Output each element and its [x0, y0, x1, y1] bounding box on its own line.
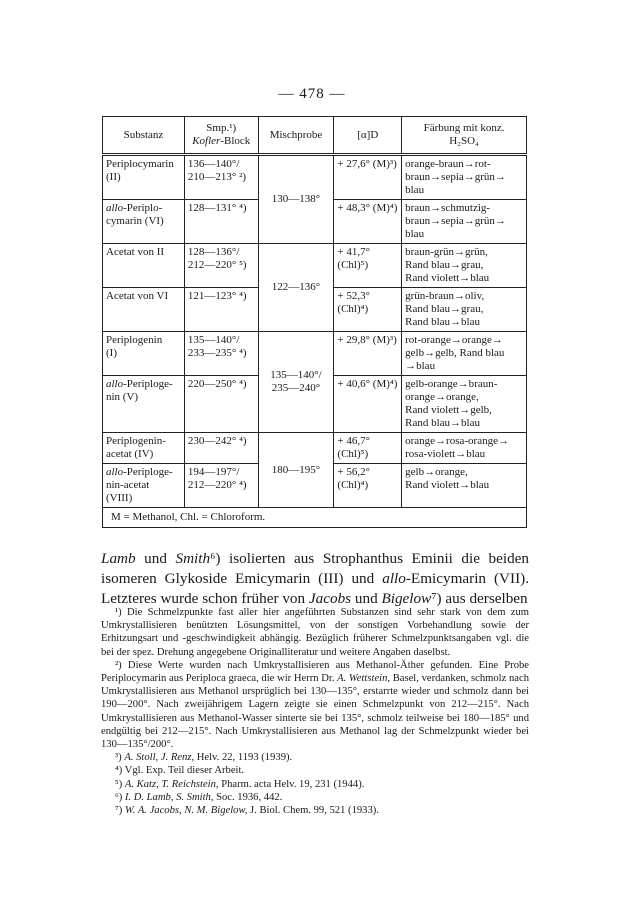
allo-prefix: allo — [106, 378, 124, 390]
cell-faerbung: braun→schmutzig- braun→sepia→grün→ blau — [402, 200, 527, 244]
cell-substanz — [103, 332, 185, 376]
cell-substanz — [103, 433, 185, 464]
cell-faerbung: orange→rosa-orange→ rosa-violett→blau — [402, 433, 527, 464]
footnote-2-b: , Basel, verdanken, schmolz nach Umkrystallisieren aus Methanol ursprüglich bei 130—135°, erstarrte wieder und schmolz dann bei 190—200°. Nach zweijährigem Lagern zeigte sie einen Schmelzpunkt von 212—215°. Nach Umkrystallisieren aus Methanol-Wasser sinterte sie bei 135°, schmolz teilweise bei 180—185° und endgültig bei 212—215°. Nach Umkrystallisieren aus Methanol lag der Schmelzpunkt wieder bei 130—135°/200°. — [101, 673, 529, 751]
table-row — [103, 244, 527, 288]
header-faerbung-line1: Färbung mit konz. — [423, 122, 505, 134]
header-faerbung — [402, 117, 527, 155]
cell-smp: 135—140°/ 233—235° ⁴) — [184, 332, 258, 376]
header-smp — [184, 117, 258, 155]
footnote-3-ref: Helv. 22, 1193 (1939). — [194, 752, 293, 764]
footnotes — [101, 606, 529, 817]
allo-prefix: allo — [106, 466, 124, 478]
author-lamb: Lamb — [101, 550, 136, 567]
footnote-5-ref: Pharm. acta Helv. 19, 231 (1944). — [218, 778, 365, 790]
cell-mischprobe: 180—195° — [258, 433, 334, 508]
body-paragraph — [101, 549, 529, 609]
body-text-5: ⁷) aus derselben — [431, 590, 528, 607]
substanz-name: Periplogenin- acetat (IV) — [106, 435, 166, 460]
body-text-1: und — [135, 550, 176, 567]
table-row — [103, 433, 527, 464]
cell-smp: 128—131° ⁴) — [184, 200, 258, 244]
substanz-name: -Periploge- nin (V) — [106, 378, 173, 403]
cell-alpha-d: + 40,6° (M)⁴) — [334, 376, 402, 433]
footnote-7-num: ⁷) — [115, 805, 125, 817]
header-smp-line1: Smp.¹) — [206, 122, 237, 134]
header-smp-block: -Block — [220, 135, 251, 147]
data-table — [102, 116, 527, 528]
footnote-5-num: ⁵) — [115, 778, 125, 790]
table-header-row — [103, 117, 527, 155]
cell-substanz — [103, 244, 185, 288]
substanz-name: Acetat von VI — [106, 290, 169, 302]
footnote-6-authors: I. D. Lamb, S. Smith, — [124, 791, 214, 803]
header-faerbung-line2: H₂SO₄ — [449, 135, 479, 147]
footnote-2-a: ²) Diese Werte wurden nach Umkrystallisieren aus Methanol-Äther gefunden. Eine Probe Periplocymarin aus Periploca graeca, die wir Herrn Dr. — [101, 659, 529, 685]
footnote-6-num: ⁶) — [115, 791, 125, 803]
footnote-5 — [101, 778, 529, 791]
cell-alpha-d: + 56,2°(Chl)⁴) — [334, 464, 402, 508]
substanz-name: Acetat von II — [106, 246, 165, 258]
substanz-name: Periplocymarin (II) — [106, 158, 174, 183]
table-note: M = Methanol, Chl. = Chloroform. — [103, 508, 527, 528]
footnote-7-authors: W. A. Jacobs, N. M. Bigelow, — [124, 805, 248, 817]
cell-alpha-d: + 41,7°(Chl)⁵) — [334, 244, 402, 288]
cell-substanz — [103, 288, 185, 332]
header-substanz: Substanz — [103, 117, 185, 155]
cell-substanz — [103, 376, 185, 433]
cell-substanz — [103, 200, 185, 244]
footnote-5-authors: A. Katz, T. Reichstein, — [124, 778, 219, 790]
cell-smp: 220—250° ⁴) — [184, 376, 258, 433]
substanz-name: -Periplo- cymarin (VI) — [106, 202, 164, 227]
footnote-7 — [101, 804, 529, 817]
header-mischprobe: Mischprobe — [258, 117, 334, 155]
footnote-6-ref: Soc. 1936, 442. — [213, 791, 283, 803]
cell-faerbung: braun-grün→grün, Rand blau→grau, Rand violett→blau — [402, 244, 527, 288]
cell-smp: 121—123° ⁴) — [184, 288, 258, 332]
author-bigelow: Bigelow — [381, 590, 432, 607]
cell-alpha-d: + 27,6° (M)³) — [334, 155, 402, 200]
cell-smp: 230—242° ⁴) — [184, 433, 258, 464]
table-row — [103, 155, 527, 200]
cell-faerbung: grün-braun→oliv, Rand blau→grau, Rand blau→blau — [402, 288, 527, 332]
footnote-7-ref: J. Biol. Chem. 99, 521 (1933). — [247, 805, 379, 817]
allo-prefix: allo — [382, 570, 406, 587]
body-text-2: ⁶) isolierten aus Strophanthus Eminii die beiden isomeren Glykoside Emicymarin (III) und — [101, 550, 530, 587]
header-alpha-d: [α]D — [334, 117, 402, 155]
table-row — [103, 332, 527, 376]
page-number: — 478 — — [278, 86, 346, 102]
cell-smp: 128—136°/ 212—220° ⁵) — [184, 244, 258, 288]
body-text-4: und — [351, 590, 382, 607]
cell-substanz — [103, 464, 185, 508]
footnote-3-authors: A. Stoll, J. Renz, — [124, 752, 195, 764]
cell-faerbung: gelb→orange, Rand violett→blau — [402, 464, 527, 508]
footnote-3-num: ³) — [115, 752, 125, 764]
cell-alpha-d: + 48,3° (M)⁴) — [334, 200, 402, 244]
footnote-6 — [101, 791, 529, 804]
footnote-2-name: A. Wettstein — [337, 673, 388, 685]
footnote-1: ¹) Die Schmelzpunkte fast aller hier angeführten Substanzen sind sehr stark von dem zum Umkrystallisieren benützten Lösungsmittel, von der sonstigen Vorbehandlung sowie der Erhitzungsart und -geschwindigkeit abhängig. Bezüglich früherer Schmelzpunktsangaben vgl. die bei der spez. Drehung angegebene Originalliteratur und weitere Angaben daselbst. — [101, 607, 529, 658]
cell-smp: 136—140°/ 210—213° ²) — [184, 155, 258, 200]
footnote-3 — [101, 751, 529, 764]
cell-faerbung: rot-orange→orange→ gelb→gelb, Rand blau →blau — [402, 332, 527, 376]
cell-mischprobe: 130—138° — [258, 155, 334, 244]
cell-smp: 194—197°/ 212—220° ⁴) — [184, 464, 258, 508]
cell-faerbung: orange-braun→rot- braun→sepia→grün→ blau — [402, 155, 527, 200]
body-text-3: -Emicymarin (VII). Letzteres wurde schon früher von — [101, 570, 529, 607]
author-jacobs: Jacobs — [308, 590, 352, 607]
cell-alpha-d: + 46,7°(Chl)⁵) — [334, 433, 402, 464]
cell-faerbung: gelb-orange→braun- orange→orange, Rand violett→gelb, Rand blau→blau — [402, 376, 527, 433]
substanz-name: Periplogenin (I) — [106, 334, 163, 359]
cell-alpha-d: + 29,8° (M)³) — [334, 332, 402, 376]
table-note-row — [103, 508, 527, 528]
cell-mischprobe: 122—136° — [258, 244, 334, 332]
footnote-2 — [101, 659, 529, 751]
cell-mischprobe: 135—140°/ 235—240° — [258, 332, 334, 433]
footnote-4: ⁴) Vgl. Exp. Teil dieser Arbeit. — [115, 765, 245, 777]
body-text — [101, 549, 529, 609]
cell-substanz — [103, 155, 185, 200]
author-smith: Smith — [175, 550, 211, 567]
allo-prefix: allo — [106, 202, 124, 214]
substanz-name: -Periploge- nin-acetat (VIII) — [106, 466, 173, 504]
header-smp-kofler: Kofler — [192, 135, 221, 147]
cell-alpha-d: + 52,3°(Chl)⁴) — [334, 288, 402, 332]
